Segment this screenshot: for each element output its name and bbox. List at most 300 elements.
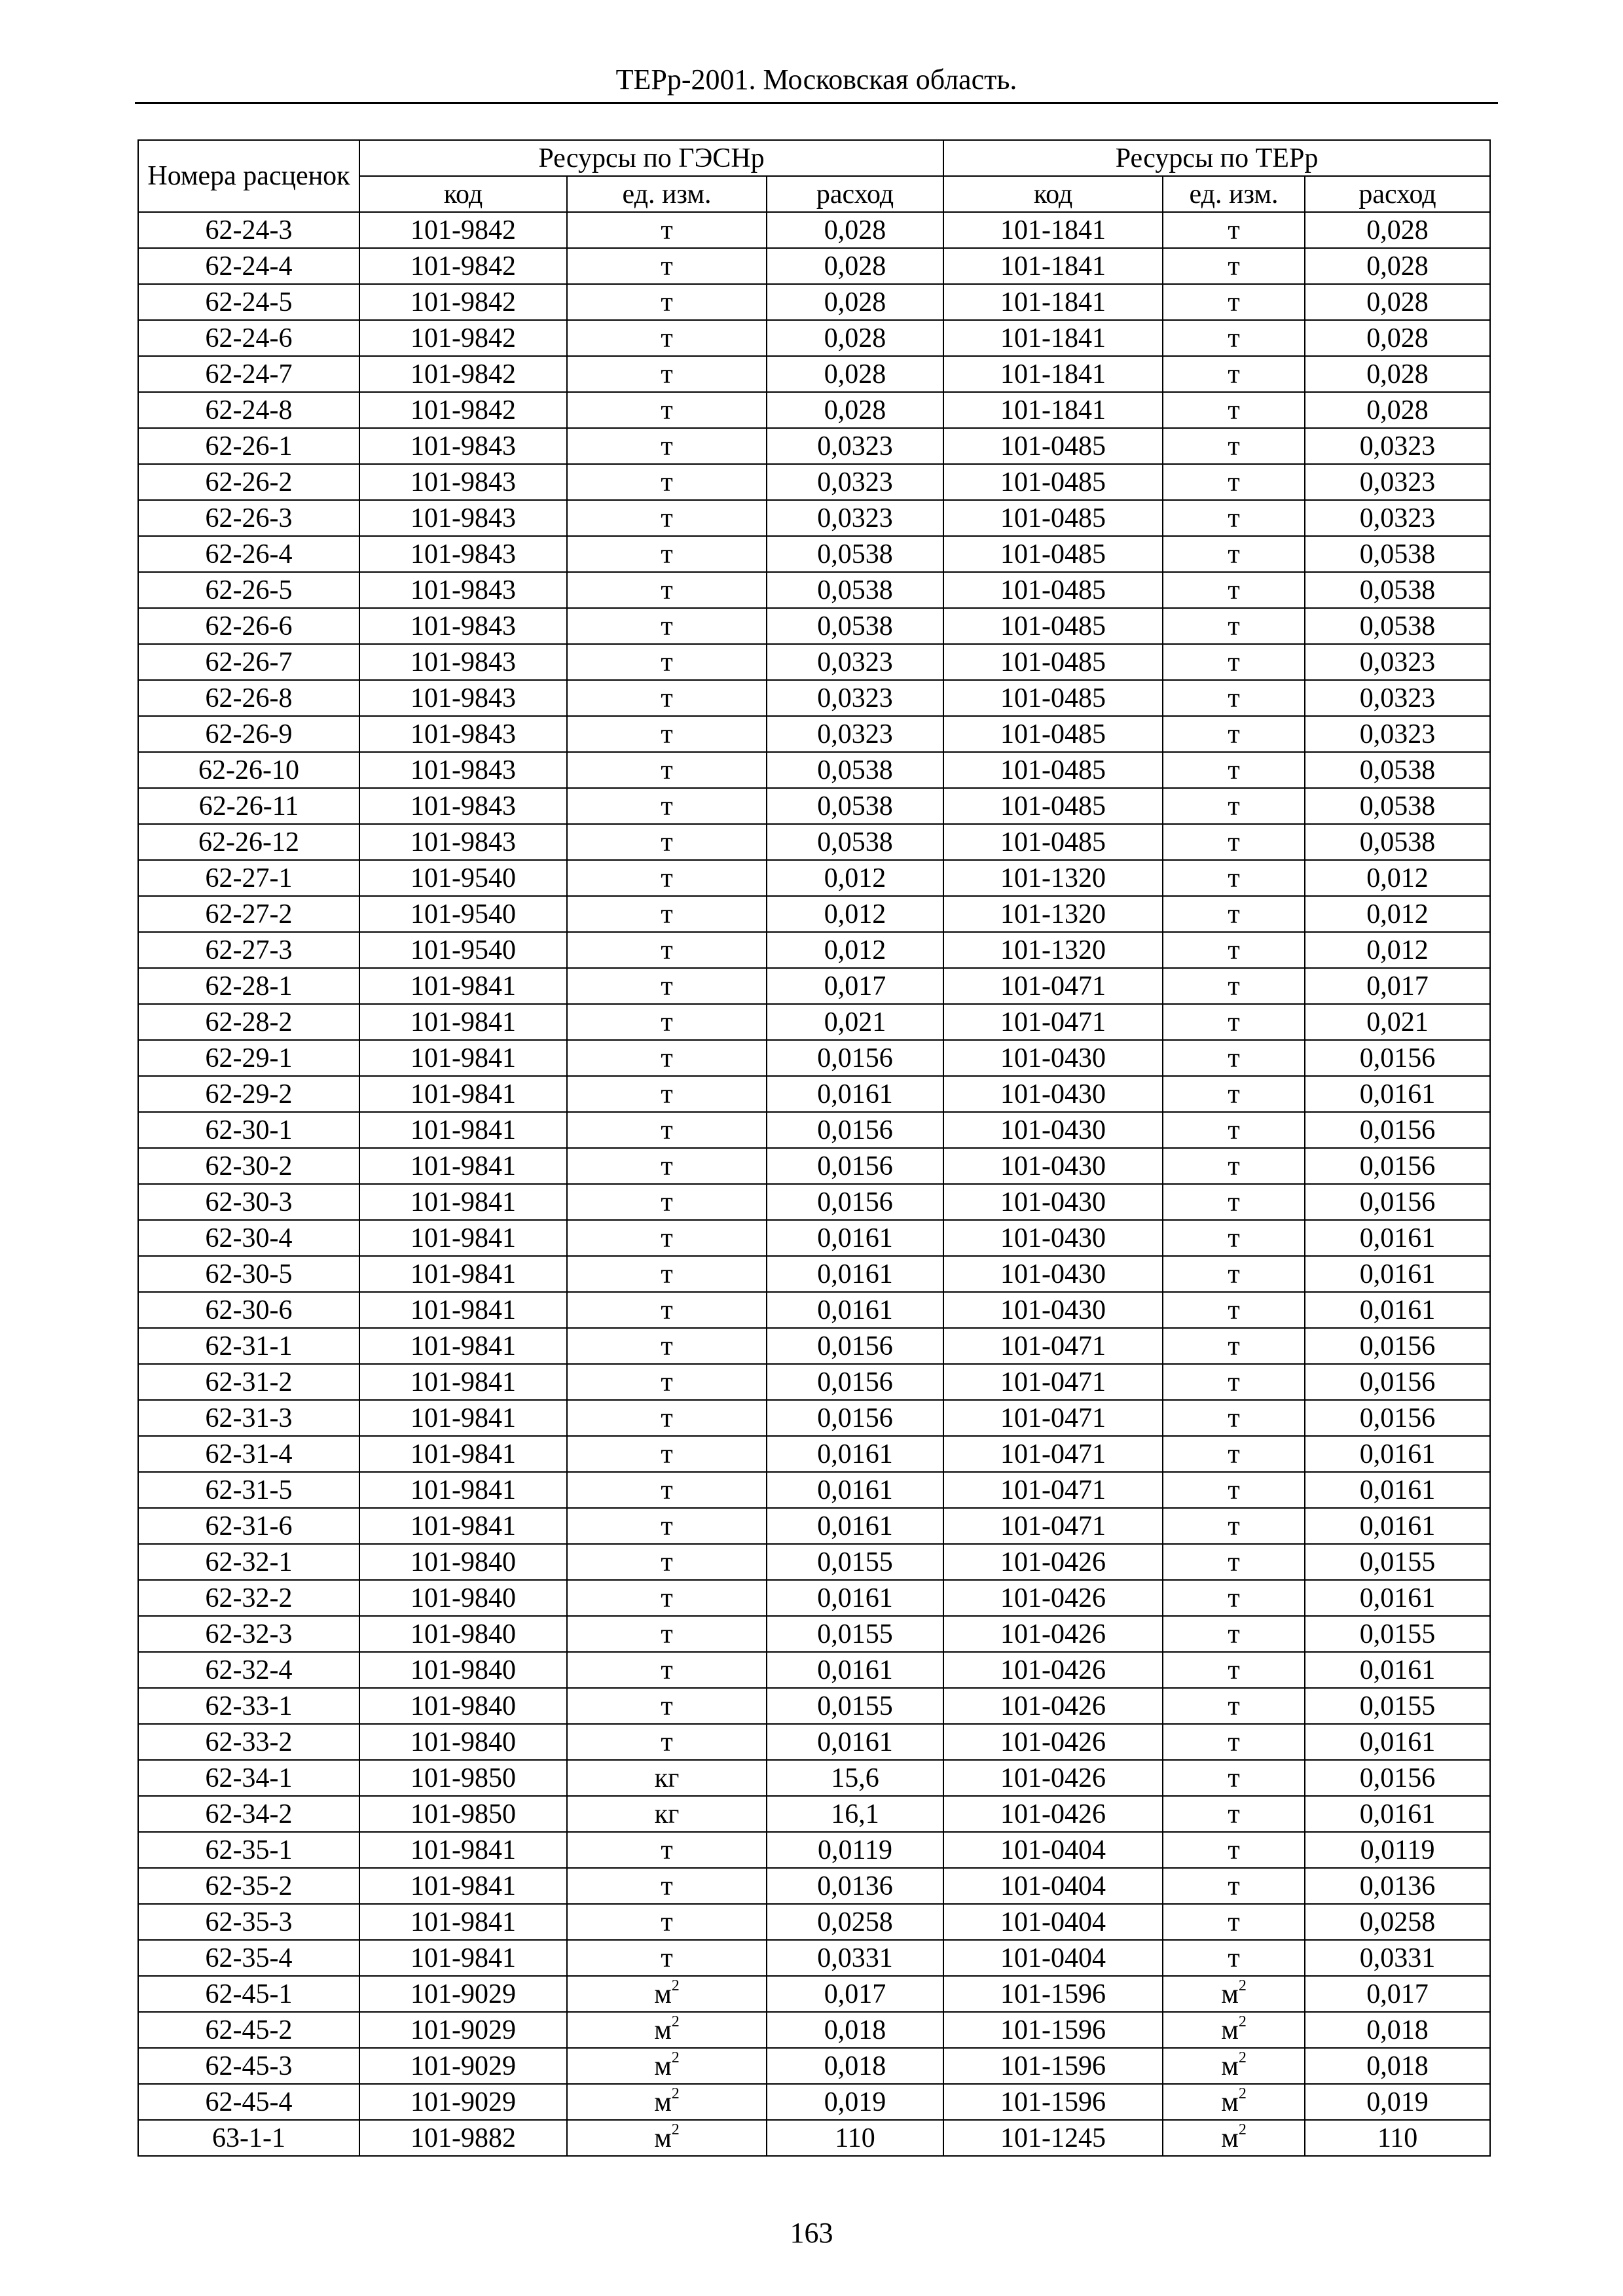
cell-gesn-unit: т xyxy=(567,1544,767,1580)
table-row xyxy=(138,1940,1490,1976)
cell-ter-consumption: 0,018 xyxy=(1305,2012,1490,2048)
cell-gesn-unit: т xyxy=(567,1292,767,1328)
cell-ter-consumption: 0,0156 xyxy=(1305,1760,1490,1796)
cell-rate-number: 62-24-5 xyxy=(138,284,359,320)
cell-gesn-code: 101-9540 xyxy=(359,932,567,968)
cell-gesn-unit: т xyxy=(567,1688,767,1724)
cell-gesn-code: 101-9841 xyxy=(359,1364,567,1400)
cell-gesn-unit: т xyxy=(567,356,767,392)
cell-ter-unit: $м^2$ xyxy=(1163,2048,1305,2084)
cell-ter-code: 101-1596 xyxy=(943,2084,1163,2120)
table-row xyxy=(138,1868,1490,1904)
cell-gesn-code: 101-9843 xyxy=(359,788,567,824)
cell-ter-unit: т xyxy=(1163,248,1305,284)
cell-gesn-code: 101-9841 xyxy=(359,1292,567,1328)
cell-ter-unit: т xyxy=(1163,1328,1305,1364)
cell-gesn-unit: $м^2$ xyxy=(567,2048,767,2084)
cell-rate-number: 62-31-6 xyxy=(138,1508,359,1544)
cell-rate-number: 62-26-3 xyxy=(138,500,359,536)
cell-rate-number: 62-26-12 xyxy=(138,824,359,860)
cell-ter-unit: т xyxy=(1163,644,1305,680)
cell-rate-number: 62-24-6 xyxy=(138,320,359,356)
cell-gesn-consumption: 0,028 xyxy=(767,392,943,428)
cell-ter-code: 101-0471 xyxy=(943,1364,1163,1400)
cell-gesn-unit: т xyxy=(567,1364,767,1400)
cell-gesn-unit: т xyxy=(567,824,767,860)
cell-ter-code: 101-0471 xyxy=(943,1328,1163,1364)
cell-ter-code: 101-0426 xyxy=(943,1688,1163,1724)
cell-rate-number: 62-32-3 xyxy=(138,1616,359,1652)
cell-rate-number: 62-26-4 xyxy=(138,536,359,572)
table-row xyxy=(138,1112,1490,1148)
cell-ter-consumption: 0,018 xyxy=(1305,2048,1490,2084)
cell-ter-consumption: 0,0161 xyxy=(1305,1076,1490,1112)
cell-ter-consumption: 0,019 xyxy=(1305,2084,1490,2120)
cell-ter-unit: т xyxy=(1163,1256,1305,1292)
cell-ter-consumption: 0,0323 xyxy=(1305,500,1490,536)
table-row xyxy=(138,1508,1490,1544)
header-ter-unit: ед. изм. xyxy=(1163,176,1305,212)
cell-ter-code: 101-0485 xyxy=(943,536,1163,572)
table-row xyxy=(138,824,1490,860)
cell-ter-code: 101-0485 xyxy=(943,500,1163,536)
cell-rate-number: 62-33-1 xyxy=(138,1688,359,1724)
cell-ter-consumption: 0,0156 xyxy=(1305,1040,1490,1076)
cell-rate-number: 62-29-1 xyxy=(138,1040,359,1076)
cell-gesn-unit: т xyxy=(567,500,767,536)
table-row xyxy=(138,1148,1490,1184)
cell-ter-unit: т xyxy=(1163,1112,1305,1148)
table-body xyxy=(138,212,1490,2156)
cell-rate-number: 62-27-2 xyxy=(138,896,359,932)
cell-ter-unit: т xyxy=(1163,1580,1305,1616)
cell-gesn-consumption: 0,0323 xyxy=(767,644,943,680)
cell-gesn-consumption: 0,0156 xyxy=(767,1184,943,1220)
cell-rate-number: 62-24-4 xyxy=(138,248,359,284)
cell-rate-number: 62-31-3 xyxy=(138,1400,359,1436)
cell-ter-unit: т xyxy=(1163,824,1305,860)
cell-rate-number: 62-30-1 xyxy=(138,1112,359,1148)
cell-gesn-unit: т xyxy=(567,572,767,608)
cell-rate-number: 62-31-2 xyxy=(138,1364,359,1400)
cell-gesn-consumption: 0,0161 xyxy=(767,1292,943,1328)
cell-ter-code: 101-1320 xyxy=(943,896,1163,932)
cell-gesn-code: 101-9843 xyxy=(359,680,567,716)
cell-gesn-code: 101-9842 xyxy=(359,320,567,356)
cell-ter-consumption: 0,0323 xyxy=(1305,680,1490,716)
cell-gesn-unit: т xyxy=(567,1868,767,1904)
cell-ter-unit: т xyxy=(1163,1508,1305,1544)
cell-rate-number: 62-27-3 xyxy=(138,932,359,968)
cell-ter-code: 101-0426 xyxy=(943,1652,1163,1688)
cell-gesn-unit: т xyxy=(567,1328,767,1364)
cell-ter-consumption: 0,0331 xyxy=(1305,1940,1490,1976)
cell-ter-consumption: 0,0161 xyxy=(1305,1256,1490,1292)
cell-gesn-consumption: 0,0161 xyxy=(767,1724,943,1760)
cell-gesn-unit: т xyxy=(567,1832,767,1868)
cell-gesn-unit: $м^2$ xyxy=(567,2084,767,2120)
cell-gesn-consumption: 0,0538 xyxy=(767,752,943,788)
table-row xyxy=(138,356,1490,392)
cell-ter-unit: т xyxy=(1163,212,1305,248)
cell-ter-code: 101-1841 xyxy=(943,392,1163,428)
cell-gesn-code: 101-9841 xyxy=(359,1076,567,1112)
cell-rate-number: 62-28-2 xyxy=(138,1004,359,1040)
cell-rate-number: 62-26-8 xyxy=(138,680,359,716)
cell-ter-consumption: 0,0156 xyxy=(1305,1364,1490,1400)
cell-ter-unit: т xyxy=(1163,500,1305,536)
table-row xyxy=(138,2012,1490,2048)
cell-gesn-consumption: 0,028 xyxy=(767,212,943,248)
cell-ter-unit: т xyxy=(1163,1472,1305,1508)
cell-ter-unit: т xyxy=(1163,1544,1305,1580)
table-row xyxy=(138,320,1490,356)
cell-rate-number: 62-34-1 xyxy=(138,1760,359,1796)
cell-gesn-consumption: 0,0323 xyxy=(767,500,943,536)
cell-ter-unit: т xyxy=(1163,1904,1305,1940)
cell-ter-unit: т xyxy=(1163,1220,1305,1256)
table-row xyxy=(138,644,1490,680)
cell-ter-code: 101-0426 xyxy=(943,1724,1163,1760)
cell-rate-number: 62-45-2 xyxy=(138,2012,359,2048)
cell-gesn-code: 101-9843 xyxy=(359,464,567,500)
cell-ter-code: 101-0430 xyxy=(943,1112,1163,1148)
cell-gesn-code: 101-9843 xyxy=(359,608,567,644)
cell-gesn-code: 101-9841 xyxy=(359,1868,567,1904)
cell-gesn-consumption: 0,0161 xyxy=(767,1220,943,1256)
cell-rate-number: 62-45-1 xyxy=(138,1976,359,2012)
table-row xyxy=(138,1616,1490,1652)
cell-ter-code: 101-0430 xyxy=(943,1040,1163,1076)
cell-ter-unit: $м^2$ xyxy=(1163,2012,1305,2048)
cell-ter-consumption: 0,0156 xyxy=(1305,1400,1490,1436)
table-row xyxy=(138,1688,1490,1724)
cell-gesn-code: 101-9841 xyxy=(359,1328,567,1364)
cell-ter-code: 101-0430 xyxy=(943,1148,1163,1184)
table-row xyxy=(138,2048,1490,2084)
table-row xyxy=(138,1760,1490,1796)
table-row xyxy=(138,1652,1490,1688)
cell-gesn-code: 101-9840 xyxy=(359,1544,567,1580)
cell-gesn-code: 101-9540 xyxy=(359,896,567,932)
cell-ter-code: 101-0485 xyxy=(943,824,1163,860)
cell-ter-consumption: 0,0323 xyxy=(1305,716,1490,752)
cell-gesn-code: 101-9843 xyxy=(359,572,567,608)
cell-gesn-unit: т xyxy=(567,1256,767,1292)
cell-ter-consumption: 0,017 xyxy=(1305,1976,1490,2012)
table-row xyxy=(138,752,1490,788)
cell-rate-number: 62-45-4 xyxy=(138,2084,359,2120)
cell-ter-consumption: 0,028 xyxy=(1305,212,1490,248)
cell-ter-consumption: 0,0323 xyxy=(1305,464,1490,500)
cell-ter-consumption: 0,0538 xyxy=(1305,752,1490,788)
cell-gesn-unit: т xyxy=(567,212,767,248)
cell-rate-number: 62-26-5 xyxy=(138,572,359,608)
cell-rate-number: 62-26-10 xyxy=(138,752,359,788)
cell-ter-unit: т xyxy=(1163,1004,1305,1040)
cell-gesn-consumption: 0,0161 xyxy=(767,1256,943,1292)
cell-ter-unit: т xyxy=(1163,320,1305,356)
table-row xyxy=(138,428,1490,464)
cell-gesn-consumption: 0,012 xyxy=(767,860,943,896)
cell-gesn-code: 101-9840 xyxy=(359,1616,567,1652)
cell-ter-unit: т xyxy=(1163,392,1305,428)
cell-rate-number: 62-28-1 xyxy=(138,968,359,1004)
cell-ter-consumption: 0,0155 xyxy=(1305,1688,1490,1724)
header-rate-numbers xyxy=(138,140,359,212)
cell-gesn-unit: т xyxy=(567,536,767,572)
cell-rate-number: 62-35-2 xyxy=(138,1868,359,1904)
cell-ter-consumption: 0,0538 xyxy=(1305,572,1490,608)
header-gesn-consumption: расход xyxy=(767,176,943,212)
cell-ter-code: 101-0430 xyxy=(943,1292,1163,1328)
cell-ter-unit: т xyxy=(1163,1076,1305,1112)
cell-gesn-consumption: 0,028 xyxy=(767,356,943,392)
header-gesn-unit: ед. изм. xyxy=(567,176,767,212)
table-row xyxy=(138,1184,1490,1220)
cell-ter-unit: т xyxy=(1163,680,1305,716)
cell-ter-unit: т xyxy=(1163,860,1305,896)
cell-ter-unit: т xyxy=(1163,1796,1305,1832)
cell-ter-code: 101-1245 xyxy=(943,2120,1163,2156)
cell-ter-consumption: 0,0156 xyxy=(1305,1184,1490,1220)
cell-ter-unit: т xyxy=(1163,1148,1305,1184)
cell-gesn-consumption: 0,0538 xyxy=(767,788,943,824)
table-row xyxy=(138,572,1490,608)
cell-ter-code: 101-0471 xyxy=(943,1436,1163,1472)
cell-gesn-unit: т xyxy=(567,752,767,788)
cell-gesn-unit: т xyxy=(567,1436,767,1472)
cell-ter-consumption: 0,0161 xyxy=(1305,1436,1490,1472)
cell-ter-consumption: 0,012 xyxy=(1305,860,1490,896)
header-ter-consumption: расход xyxy=(1305,176,1490,212)
cell-ter-code: 101-0426 xyxy=(943,1796,1163,1832)
table-row xyxy=(138,1364,1490,1400)
cell-gesn-code: 101-9841 xyxy=(359,1832,567,1868)
cell-gesn-code: 101-9842 xyxy=(359,356,567,392)
cell-gesn-unit: $м^2$ xyxy=(567,2120,767,2156)
cell-gesn-unit: т xyxy=(567,896,767,932)
cell-gesn-unit: кг xyxy=(567,1796,767,1832)
cell-rate-number: 63-1-1 xyxy=(138,2120,359,2156)
cell-ter-unit: т xyxy=(1163,356,1305,392)
cell-ter-consumption: 0,028 xyxy=(1305,392,1490,428)
cell-rate-number: 62-32-1 xyxy=(138,1544,359,1580)
cell-ter-consumption: 0,0119 xyxy=(1305,1832,1490,1868)
cell-gesn-unit: т xyxy=(567,1616,767,1652)
cell-gesn-consumption: 0,0161 xyxy=(767,1076,943,1112)
cell-rate-number: 62-24-7 xyxy=(138,356,359,392)
table-row xyxy=(138,1832,1490,1868)
cell-gesn-unit: т xyxy=(567,464,767,500)
cell-gesn-unit: $м^2$ xyxy=(567,2012,767,2048)
cell-gesn-code: 101-9842 xyxy=(359,392,567,428)
cell-gesn-unit: т xyxy=(567,1040,767,1076)
table-row xyxy=(138,896,1490,932)
cell-rate-number: 62-26-11 xyxy=(138,788,359,824)
table-row xyxy=(138,680,1490,716)
table-row xyxy=(138,1220,1490,1256)
table-row xyxy=(138,932,1490,968)
table-row xyxy=(138,1796,1490,1832)
cell-gesn-consumption: 0,0155 xyxy=(767,1544,943,1580)
cell-rate-number: 62-33-2 xyxy=(138,1724,359,1760)
cell-rate-number: 62-31-5 xyxy=(138,1472,359,1508)
cell-gesn-unit: т xyxy=(567,932,767,968)
cell-ter-consumption: 0,0161 xyxy=(1305,1508,1490,1544)
header-group-gesn: Ресурсы по ГЭСНр xyxy=(359,140,943,176)
cell-gesn-consumption: 0,0161 xyxy=(767,1580,943,1616)
cell-ter-consumption: 0,028 xyxy=(1305,320,1490,356)
cell-ter-consumption: 110 xyxy=(1305,2120,1490,2156)
cell-rate-number: 62-30-4 xyxy=(138,1220,359,1256)
cell-gesn-unit: т xyxy=(567,1004,767,1040)
cell-rate-number: 62-26-1 xyxy=(138,428,359,464)
cell-ter-consumption: 0,0538 xyxy=(1305,536,1490,572)
cell-ter-consumption: 0,0258 xyxy=(1305,1904,1490,1940)
cell-ter-code: 101-0485 xyxy=(943,752,1163,788)
cell-rate-number: 62-26-9 xyxy=(138,716,359,752)
table-row xyxy=(138,1580,1490,1616)
cell-ter-consumption: 0,0161 xyxy=(1305,1580,1490,1616)
cell-gesn-code: 101-9841 xyxy=(359,1436,567,1472)
cell-ter-code: 101-1596 xyxy=(943,2012,1163,2048)
cell-ter-unit: $м^2$ xyxy=(1163,2084,1305,2120)
cell-gesn-consumption: 15,6 xyxy=(767,1760,943,1796)
cell-gesn-code: 101-9841 xyxy=(359,1508,567,1544)
cell-gesn-code: 101-9841 xyxy=(359,968,567,1004)
table-row xyxy=(138,464,1490,500)
cell-gesn-code: 101-9843 xyxy=(359,644,567,680)
cell-ter-code: 101-0485 xyxy=(943,788,1163,824)
cell-ter-code: 101-0485 xyxy=(943,428,1163,464)
cell-rate-number: 62-34-2 xyxy=(138,1796,359,1832)
header-ter-code: код xyxy=(943,176,1163,212)
cell-ter-consumption: 0,0156 xyxy=(1305,1112,1490,1148)
cell-gesn-consumption: 0,0156 xyxy=(767,1400,943,1436)
cell-gesn-unit: т xyxy=(567,1904,767,1940)
cell-rate-number: 62-27-1 xyxy=(138,860,359,896)
page-header-title: ТЕРр-2001. Московская область. xyxy=(615,63,1017,96)
cell-gesn-code: 101-9882 xyxy=(359,2120,567,2156)
cell-ter-code: 101-0471 xyxy=(943,1400,1163,1436)
cell-gesn-unit: т xyxy=(567,608,767,644)
cell-gesn-consumption: 0,018 xyxy=(767,2048,943,2084)
cell-gesn-consumption: 0,028 xyxy=(767,320,943,356)
cell-gesn-consumption: 0,0538 xyxy=(767,608,943,644)
cell-gesn-code: 101-9841 xyxy=(359,1940,567,1976)
header-divider xyxy=(135,102,1498,104)
cell-ter-consumption: 0,0161 xyxy=(1305,1796,1490,1832)
cell-ter-unit: $м^2$ xyxy=(1163,2120,1305,2156)
cell-ter-unit: т xyxy=(1163,1436,1305,1472)
cell-gesn-unit: т xyxy=(567,1400,767,1436)
table-row xyxy=(138,1040,1490,1076)
cell-gesn-consumption: 0,028 xyxy=(767,248,943,284)
cell-ter-unit: т xyxy=(1163,1616,1305,1652)
cell-gesn-consumption: 0,0323 xyxy=(767,680,943,716)
cell-ter-consumption: 0,0161 xyxy=(1305,1472,1490,1508)
cell-rate-number: 62-30-5 xyxy=(138,1256,359,1292)
cell-ter-code: 101-0485 xyxy=(943,572,1163,608)
cell-rate-number: 62-26-6 xyxy=(138,608,359,644)
cell-gesn-unit: т xyxy=(567,1148,767,1184)
cell-ter-consumption: 0,0538 xyxy=(1305,608,1490,644)
cell-rate-number: 62-30-3 xyxy=(138,1184,359,1220)
cell-ter-consumption: 0,028 xyxy=(1305,284,1490,320)
cell-ter-consumption: 0,0155 xyxy=(1305,1616,1490,1652)
cell-ter-unit: $м^2$ xyxy=(1163,1976,1305,2012)
cell-ter-consumption: 0,028 xyxy=(1305,356,1490,392)
cell-gesn-unit: т xyxy=(567,1940,767,1976)
page-number: 163 xyxy=(790,2217,833,2249)
table-row xyxy=(138,788,1490,824)
cell-ter-code: 101-1841 xyxy=(943,212,1163,248)
cell-ter-unit: т xyxy=(1163,1400,1305,1436)
cell-gesn-consumption: 0,0161 xyxy=(767,1436,943,1472)
cell-ter-consumption: 0,017 xyxy=(1305,968,1490,1004)
cell-ter-code: 101-0426 xyxy=(943,1760,1163,1796)
cell-ter-unit: т xyxy=(1163,1184,1305,1220)
cell-gesn-code: 101-9840 xyxy=(359,1724,567,1760)
table-row xyxy=(138,1004,1490,1040)
cell-gesn-consumption: 0,0156 xyxy=(767,1328,943,1364)
cell-ter-unit: т xyxy=(1163,572,1305,608)
header-rate-numbers-label: Номера расценок xyxy=(147,161,350,191)
cell-ter-unit: т xyxy=(1163,788,1305,824)
table-row xyxy=(138,1436,1490,1472)
table-row xyxy=(138,1724,1490,1760)
cell-ter-code: 101-0430 xyxy=(943,1184,1163,1220)
cell-ter-unit: т xyxy=(1163,284,1305,320)
cell-gesn-code: 101-9843 xyxy=(359,752,567,788)
cell-gesn-unit: $м^2$ xyxy=(567,1976,767,2012)
cell-ter-code: 101-1596 xyxy=(943,2048,1163,2084)
cell-rate-number: 62-32-4 xyxy=(138,1652,359,1688)
cell-rate-number: 62-24-8 xyxy=(138,392,359,428)
cell-ter-consumption: 0,021 xyxy=(1305,1004,1490,1040)
cell-gesn-unit: т xyxy=(567,680,767,716)
cell-gesn-consumption: 0,0161 xyxy=(767,1652,943,1688)
cell-ter-consumption: 0,0323 xyxy=(1305,644,1490,680)
cell-gesn-unit: т xyxy=(567,1508,767,1544)
cell-gesn-consumption: 0,0155 xyxy=(767,1616,943,1652)
cell-gesn-consumption: 0,0136 xyxy=(767,1868,943,1904)
cell-ter-code: 101-0485 xyxy=(943,464,1163,500)
cell-rate-number: 62-45-3 xyxy=(138,2048,359,2084)
cell-ter-code: 101-0404 xyxy=(943,1940,1163,1976)
cell-ter-unit: т xyxy=(1163,536,1305,572)
cell-gesn-consumption: 0,0331 xyxy=(767,1940,943,1976)
cell-ter-consumption: 0,0155 xyxy=(1305,1544,1490,1580)
cell-ter-consumption: 0,0323 xyxy=(1305,428,1490,464)
cell-rate-number: 62-35-3 xyxy=(138,1904,359,1940)
cell-gesn-code: 101-9029 xyxy=(359,2084,567,2120)
cell-gesn-unit: т xyxy=(567,716,767,752)
cell-ter-unit: т xyxy=(1163,464,1305,500)
cell-ter-consumption: 0,028 xyxy=(1305,248,1490,284)
table-row xyxy=(138,716,1490,752)
table-row xyxy=(138,2084,1490,2120)
cell-gesn-consumption: 0,0323 xyxy=(767,716,943,752)
cell-gesn-unit: т xyxy=(567,1580,767,1616)
cell-gesn-consumption: 0,0156 xyxy=(767,1364,943,1400)
cell-gesn-unit: т xyxy=(567,1724,767,1760)
cell-ter-unit: т xyxy=(1163,1364,1305,1400)
cell-gesn-unit: т xyxy=(567,968,767,1004)
cell-gesn-unit: т xyxy=(567,1472,767,1508)
cell-gesn-code: 101-9843 xyxy=(359,716,567,752)
